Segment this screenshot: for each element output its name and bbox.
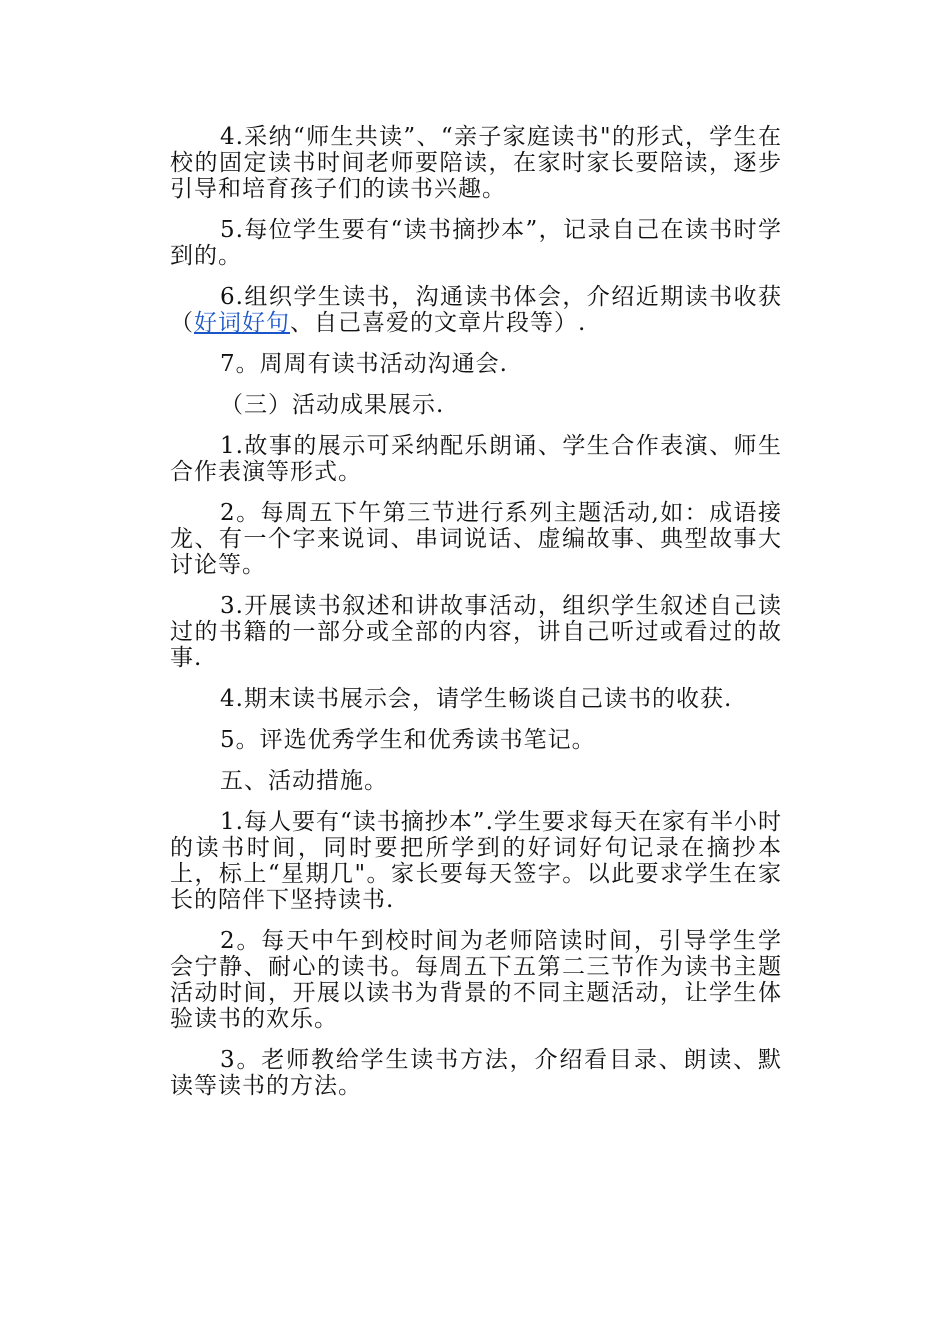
paragraph-final-showcase: 4.期末读书展示会，请学生畅谈自己读书的收获. — [220, 686, 733, 712]
paragraph-weekly-meeting: 7。周周有读书活动沟通会. — [220, 351, 508, 377]
paragraph-reading-exchange — [170, 284, 782, 336]
paragraph-measure-notebook: 1.每人要有“读书摘抄本”.学生要求每天在家有半小时的读书时间，同时要把所学到的好词好句记录在摘抄本上，标上“星期几"。家长要每天签字。以此要求学生在家长的陪伴下坚持读书. — [170, 809, 782, 913]
paragraph-selection: 5。评选优秀学生和优秀读书笔记。 — [220, 727, 596, 753]
paragraph-storytelling: 3.开展读书叙述和讲故事活动，组织学生叙述自己读过的书籍的一部分或全部的内容，讲自己听过或看过的故事. — [170, 593, 782, 671]
document-body — [170, 124, 782, 1114]
section-heading-results: （三）活动成果展示. — [220, 392, 445, 418]
paragraph-measure-noon-reading: 2。每天中午到校时间为老师陪读时间，引导学生学会宁静、耐心的读书。每周五下五第二三节作为读书主题活动时间，开展以读书为背景的不同主题活动，让学生体验读书的欢乐。 — [170, 928, 782, 1032]
paragraph-reading-exchange-prefix: 6.组织学生读书，沟通读书体会，介绍近期读书收获（ — [170, 284, 782, 336]
paragraph-friday-activities: 2。每周五下午第三节进行系列主题活动,如：成语接龙、有一个字来说词、串词说话、虚编故事、典型故事大讨论等。 — [170, 500, 782, 578]
paragraph-excerpt-notebook: 5.每位学生要有“读书摘抄本”，记录自己在读书时学到的。 — [170, 217, 782, 269]
paragraph-story-display: 1.故事的展示可采纳配乐朗诵、学生合作表演、师生合作表演等形式。 — [170, 433, 782, 485]
paragraph-reading-exchange-suffix: 、自己喜爱的文章片段等）. — [290, 310, 587, 336]
paragraph-measure-methods: 3。老师教给学生读书方法，介绍看目录、朗读、默读等读书的方法。 — [170, 1047, 782, 1099]
good-words-link[interactable]: 好词好句 — [194, 310, 290, 336]
paragraph-shared-reading: 4.采纳“师生共读”、“亲子家庭读书"的形式，学生在校的固定读书时间老师要陪读，在家时家长要陪读，逐步引导和培育孩子们的读书兴趣。 — [170, 124, 782, 202]
section-heading-measures: 五、活动措施。 — [220, 768, 388, 794]
